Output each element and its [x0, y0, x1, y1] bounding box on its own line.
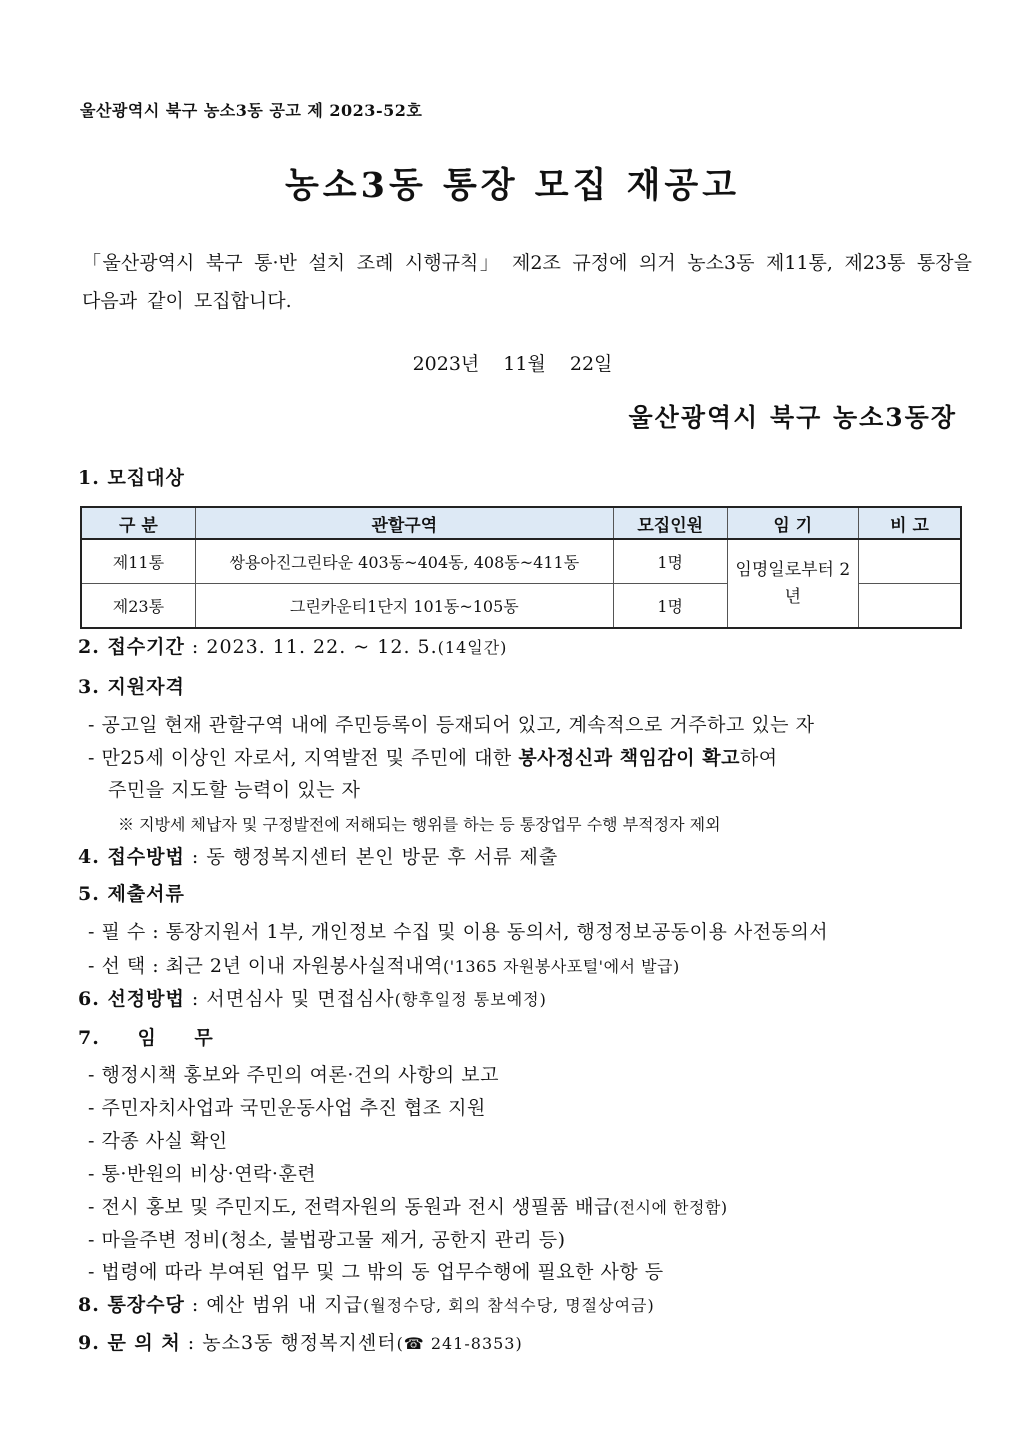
section-8 [78, 1290, 655, 1317]
section-6-sep: : [184, 988, 207, 1010]
section-7-title: 7. 임 무 [78, 1027, 214, 1049]
table-cell-note [859, 584, 961, 629]
list-item-text: - 선 택 : 최근 2년 이내 자원봉사실적내역 [88, 955, 443, 977]
table-header-row [81, 507, 961, 539]
section-6 [78, 984, 547, 1011]
section-6-text: 서면심사 및 면접심사 [206, 988, 395, 1010]
list-item-text: - 전시 홍보 및 주민지도, 전력자원의 동원과 전시 생필품 배급 [88, 1196, 613, 1218]
list-item-text: 하여 [739, 747, 778, 769]
table-row [81, 539, 961, 584]
list-item: - 각종 사실 확인 [88, 1130, 228, 1152]
section-6-note: (향후일정 통보예정) [394, 990, 547, 1009]
list-item-note: ('1365 자원봉사포털'에서 발급) [443, 957, 680, 976]
table-cell-division: 제11통 [81, 539, 195, 584]
section-9-text: 농소3동 행정복지센터 [202, 1332, 397, 1354]
list-item: - 법령에 따라 부여된 업무 및 그 밖의 동 업무수행에 필요한 사항 등 [88, 1261, 664, 1283]
table-cell-count: 1명 [613, 584, 727, 629]
section-4-sep: : [184, 846, 207, 868]
section-9 [78, 1328, 523, 1355]
list-item-emphasis: 봉사정신과 책임감이 확고 [518, 747, 740, 769]
section-3-title: 3. 지원자격 [78, 676, 185, 698]
list-item-note: (전시에 한정함) [612, 1198, 728, 1217]
list-item-text: - 만25세 이상인 자로서, 지역발전 및 주민에 대한 [88, 747, 519, 769]
issuer-name: 울산광역시 북구 농소3동장 [628, 403, 957, 432]
section-6-title: 6. 선정방법 [78, 988, 185, 1010]
list-item-continuation: 주민을 지도할 능력이 있는 자 [108, 779, 361, 801]
list-item: - 주민자치사업과 국민운동사업 추진 협조 지원 [88, 1097, 486, 1119]
section-9-title: 9. 문 의 처 [78, 1332, 181, 1354]
section-8-text: 예산 범위 내 지급 [206, 1294, 363, 1316]
section-5-title: 5. 제출서류 [78, 883, 185, 905]
list-item [88, 951, 680, 978]
section-2-title: 2. 접수기간 [78, 636, 185, 658]
table-cell-area: 그린카운티1단지 101동~105동 [195, 584, 613, 629]
page-title: 농소3동 통장 모집 재공고 [284, 165, 740, 206]
table-header: 구 분 [81, 507, 195, 539]
notice-number: 울산광역시 북구 농소3동 공고 제 2023-52호 [80, 101, 423, 120]
table-cell-area: 쌍용아진그린타운 403동~404동, 408동~411동 [195, 539, 613, 584]
list-item: - 마을주변 정비(청소, 불법광고물 제거, 공한지 관리 등) [88, 1229, 566, 1251]
table-header: 임 기 [727, 507, 859, 539]
section-2-duration: (14일간) [437, 638, 508, 657]
section-4-title: 4. 접수방법 [78, 846, 185, 868]
list-item: - 공고일 현재 관할구역 내에 주민등록이 등재되어 있고, 계속적으로 거주하고 있는 자 [88, 714, 815, 736]
section-2-text: 2023. 11. 22. ~ 12. 5. [206, 636, 438, 658]
list-item: - 필 수 : 통장지원서 1부, 개인정보 수집 및 이용 동의서, 행정정보공동이용 사전동의서 [88, 921, 829, 943]
table-cell-division: 제23통 [81, 584, 195, 629]
section-1-title: 1. 모집대상 [78, 467, 185, 489]
section-2-sep: : [184, 636, 207, 658]
section-4-text: 동 행정복지센터 본인 방문 후 서류 제출 [206, 846, 559, 868]
table-cell-term: 임명일로부터 2년 [727, 539, 859, 628]
section-8-note: (월정수당, 회의 참석수당, 명절상여금) [362, 1296, 655, 1315]
list-item [88, 1192, 728, 1219]
list-item [88, 743, 778, 770]
note-text: ※ 지방세 체납자 및 구정발전에 저해되는 행위를 하는 등 통장업무 수행 부적정자 제외 [118, 815, 721, 834]
section-9-sep: : [180, 1332, 203, 1354]
intro-paragraph: 「울산광역시 북구 통·반 설치 조례 시행규칙」 제2조 규정에 의거 농소3동 제11통, 제23통 통장을 다음과 같이 모집합니다. [82, 252, 972, 312]
table-header: 모집인원 [613, 507, 727, 539]
section-8-title: 8. 통장수당 [78, 1294, 185, 1316]
list-item: - 행정시책 홍보와 주민의 여론·건의 사항의 보고 [88, 1064, 499, 1086]
table-header: 관할구역 [195, 507, 613, 539]
table-cell-note [859, 539, 961, 584]
section-8-sep: : [184, 1294, 207, 1316]
section-9-phone: (☎ 241-8353) [396, 1334, 523, 1353]
section-2 [78, 632, 507, 659]
notice-date: 2023년 11월 22일 [412, 353, 613, 375]
list-item: - 통·반원의 비상·연락·훈련 [88, 1163, 317, 1185]
table-cell-count: 1명 [613, 539, 727, 584]
recruitment-table [80, 506, 962, 629]
section-4 [78, 842, 558, 869]
table-header: 비 고 [859, 507, 961, 539]
